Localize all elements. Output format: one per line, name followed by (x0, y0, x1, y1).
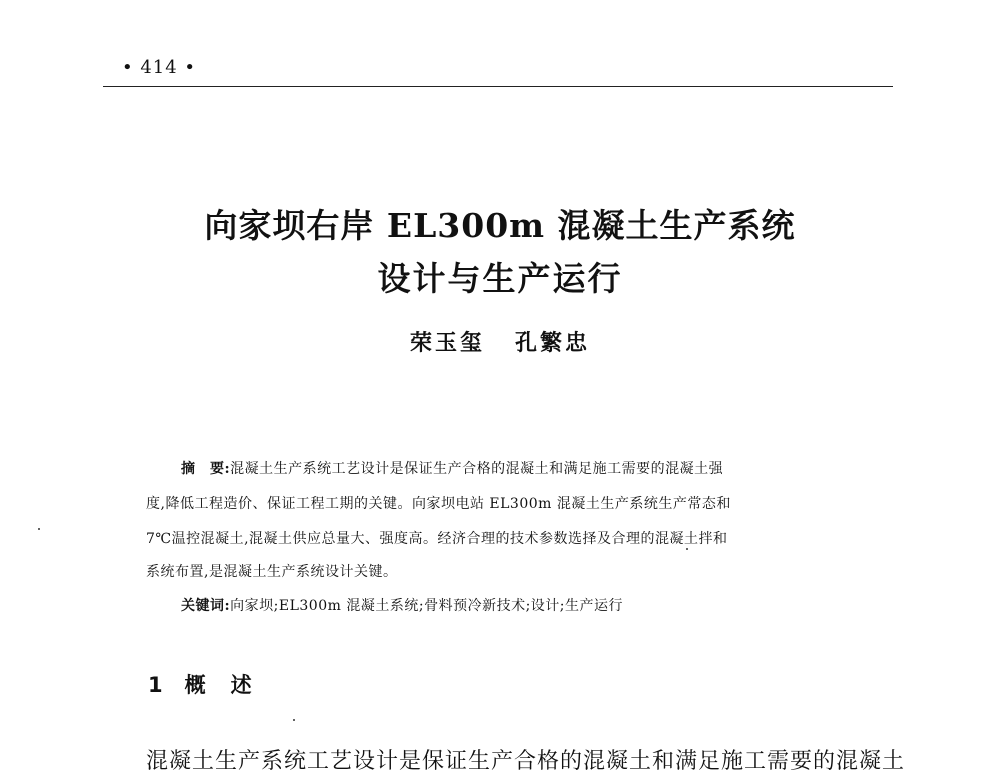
section-number: 1 (148, 673, 165, 697)
section-title: 概 述 (184, 673, 254, 697)
scan-speck (293, 719, 295, 721)
scan-speck (686, 548, 688, 550)
abstract-label: 摘 要: (181, 461, 231, 477)
author-2: 孔繁忠 (515, 330, 591, 356)
author-1: 荣玉玺 (409, 330, 485, 356)
section-heading (148, 669, 254, 699)
scan-speck (38, 528, 40, 530)
header-rule (103, 86, 893, 87)
keywords-line (181, 597, 623, 615)
abstract-line-2: 度,降低工程造价、保证工程工期的关键。向家坝电站 EL300m 混凝土生产系统生产常态和 (146, 496, 731, 512)
abstract-text-1: 混凝土生产系统工艺设计是保证生产合格的混凝土和满足施工需要的混凝土强 (230, 461, 724, 477)
author-list (0, 326, 1000, 357)
abstract-line-1 (181, 460, 723, 478)
paper-title-line-1: 向家坝右岸 EL300m 混凝土生产系统 (204, 206, 796, 245)
keywords-text: 向家坝;EL300m 混凝土系统;骨料预冷新技术;设计;生产运行 (230, 598, 624, 614)
abstract-line-3: 7℃温控混凝土,混凝土供应总量大、强度高。经济合理的技术参数选择及合理的混凝土拌和 (146, 531, 728, 547)
body-text-line-1: 混凝土生产系统工艺设计是保证生产合格的混凝土和满足施工需要的混凝土 (146, 749, 906, 774)
page-number: • 414 • (122, 57, 197, 78)
keywords-label: 关键词: (181, 598, 231, 614)
paper-title-line-2: 设计与生产运行 (377, 259, 623, 298)
abstract-line-4: 系统布置,是混凝土生产系统设计关键。 (146, 564, 398, 580)
